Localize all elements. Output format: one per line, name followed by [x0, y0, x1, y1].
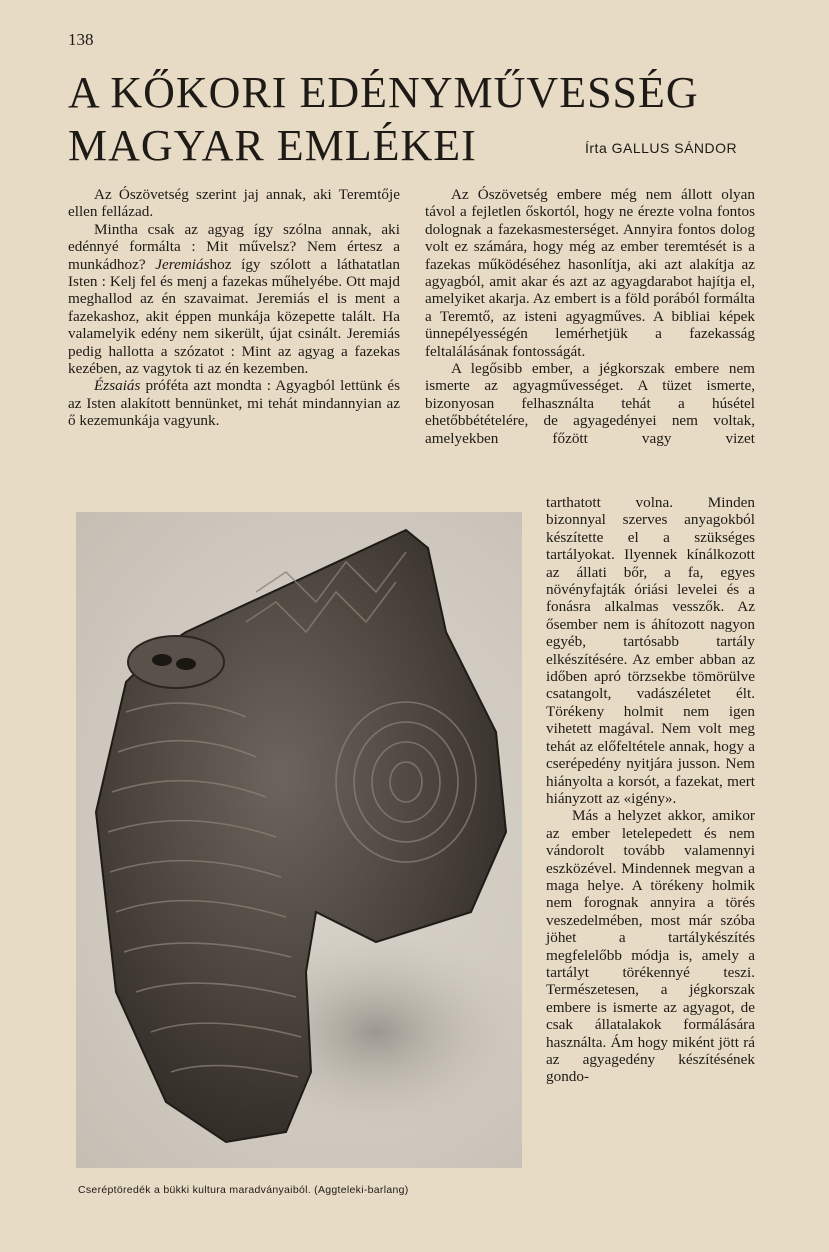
pottery-fragment-photo	[76, 512, 522, 1168]
right-column-narrow	[546, 494, 755, 1086]
paragraph: Ézsaiás próféta azt mondta : Agyagból lettünk és az Isten alakított bennünket, mi tehát mindannyian az ő kezemunkája vagyunk.	[68, 377, 400, 430]
paragraph: Az Ószövetség szerint jaj annak, aki Teremtője ellen fellázad.	[68, 186, 400, 221]
paragraph: Az Ószövetség embere még nem állott olyan távol a fejletlen őskortól, hogy ne érezte volna fontos dolognak a fazekasmesterséget. Annyira fontos dolog volt ez számára, hogy még az ember teremtését is a fazekas működéséhez hasonlítja, aki azt alakítja az agyagból, amit akar és azt az agyagdarabot hajítja el, amelyiket akarja. Az embert is a föld porából formálta a Teremtő, az isteni agyagműves. A bibliai képek ünnepélyességén lemérhetjük a fazekasság feltalálásának fontosságát.	[425, 186, 755, 360]
paragraph: Más a helyzet akkor, amikor az ember letelepedett és nem vándorolt tovább valamennyi eszközével. Mindennek megvan a maga helye. A törékeny holmik nem forognak annyira a törés veszedelmében, most már szóba jöhet a tartálykészítés megfelelőbb módja is, amely a tartályt törékennyé teszi. Természetesen, a jégkorszak embere is ismerte az agyagot, de csak állatalakok formálására használta. Ám hogy miként jött rá az agyagedény készítésének gondo-	[546, 807, 755, 1086]
title-line-2: MAGYAR EMLÉKEI	[68, 121, 477, 170]
paragraph: Mintha csak az agyag így szólna annak, aki edénnyé formálta : Mit művelsz? Nem értesz a munkádhoz? Jeremiáshoz így szólott a láthatatlan Isten : Kelj fel és menj a fazekas műhelyébe. Ott majd meghallod az én szavaimat. Jeremiás el is ment a fazekashoz, akit éppen munkája közepette talált. Ha valamelyik edény nem sikerült, újat csinált. Jeremiás pedig hallotta a szózatot : Mint az agyag a fazekas kezében, az vagytok ti az én kezemben.	[68, 220, 400, 378]
figure-caption: Cseréptöredék a bükki kultura maradványaiból. (Aggteleki-barlang)	[78, 1184, 409, 1196]
left-column	[68, 186, 400, 430]
right-column-top	[425, 186, 755, 447]
article-title	[68, 66, 788, 172]
pottery-fragment-image	[76, 512, 522, 1168]
author-byline: Írta GALLUS SÁNDOR	[585, 140, 738, 156]
title-line-1: A KŐKORI EDÉNYMŰVESSÉG	[68, 68, 699, 117]
page-number: 138	[68, 30, 94, 49]
paragraph: A legősibb ember, a jégkorszak embere nem ismerte az agyagművességet. A tüzet ismerte, bizonyosan felhasználta tehát a húsétel ehetőbbétételére, de agyagedényei nem voltak, amelyekben főzött vagy vizet	[425, 360, 755, 447]
paragraph: tarthatott volna. Minden bizonnyal szerves anyagokból készítette el a szükséges tartályokat. Ilyennek kínálkozott az állati bőr, a fa, egyes növényfajták óriási levelei és a fonásra alkalmas vesszők. Az ősember nem is áhítozott nagyon egyéb, tartósabb tartály elkészítésére. Az ember abban az időben apró törzsekbe tömörülve csatangolt, vadászéletet élt. Törékeny holmit nem igen vihetett magával. Nem volt meg tehát az előfeltétele annak, hogy a cserépedény nyitjára jusson. Nem hiányolta a korsót, a fazekat, mert hiányzott az «igény».	[546, 494, 755, 807]
